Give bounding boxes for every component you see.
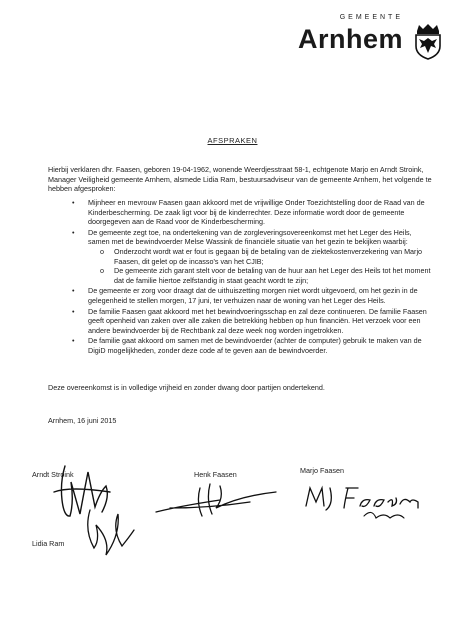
arnhem-coat-of-arms-icon xyxy=(409,22,447,60)
agreement-sublist xyxy=(88,247,433,285)
closing-statement: Deze overeenkomst is in volledige vrijheid en zonder dwang door partijen ondertekend. xyxy=(48,383,325,392)
signature-marjo-faasen xyxy=(300,478,435,523)
agreement-item: • De familie gaat akkoord om samen met de bewindvoerder (achter de computer) gebruik te maken van de DigiD mogelijkheden, zonder deze code af te geven aan de bewindvoerder. xyxy=(72,336,422,355)
agreement-item: • De gemeente zegt toe, na ondertekening van de zorgleveringsovereenkomst met het Leger des Heils, samen met de bewindvoerder Melse Wassink de financiële situatie van het gezin te bekijken waarbij: o Onderzocht wordt wat er fout is gegaan bij de betaling van de ziektekostenverzekering van Marjo Faasen, dit gelet op de incasso's van het CJIB; o De gemeente zich garant stelt voor de betaling van de huur aan het Leger des Heils tot het moment dat de familie hiertoe zelfstandig in staat geacht wordt te zijn; xyxy=(48,228,433,286)
circle-bullet-icon: o xyxy=(100,246,104,256)
bullet-icon: • xyxy=(72,336,75,346)
signatory-name-lidia: Lidia Ram xyxy=(32,539,65,548)
agreement-item: • De familie Faasen gaat akkoord met het bewindvoeringsschap en zal deze continueren. De familie Faasen geeft openheid van zaken over alle zaken die betrekking hebben op hun financiën. Het verzoek voor een andere bewindvoerder bij de Rechtbank zal deze week nog worden ingetrokken. xyxy=(72,306,427,335)
bullet-icon: • xyxy=(72,286,75,296)
agreement-item: • Mijnheer en mevrouw Faasen gaan akkoord met de vrijwillige Onder Toezichtstelling door de Raad van de Kinderbescherming. De zaak ligt voor bij de kinderrechter. Deze informatie wordt door de gemeente doorgegeven aan de Raad voor de Kinderbescherming. xyxy=(72,198,425,227)
agreement-item: • De gemeente er zorg voor draagt dat de uithuiszetting morgen niet wordt uitgevoerd, om het gezin in de gelegenheid te stellen morgen, 17 juni, ter verhuizen naar de woning van het Leger des Heils. xyxy=(72,286,418,305)
circle-bullet-icon: o xyxy=(100,266,104,276)
intro-paragraph: Hierbij verklaren dhr. Faasen, geboren 19-04-1962, wonende Weerdjesstraat 58-1, echtgenote Marjo en Arndt Stroink, Manager Veiligheid gemeente Arnhem, alsmede Lidia Ram, bestuursadviseur van de gemeente Arnhem, het volgende te hebben afgesproken: xyxy=(48,165,432,194)
place-and-date: Arnhem, 16 juni 2015 xyxy=(48,416,117,425)
document-title: AFSPRAKEN xyxy=(207,136,258,145)
bullet-icon: • xyxy=(72,198,75,207)
signature-henk-faasen xyxy=(150,478,285,523)
signatory-name-arndt: Arndt Stroink xyxy=(32,470,74,479)
signature-lidia-ram xyxy=(60,500,150,560)
municipality-label: GEMEENTE xyxy=(339,14,403,21)
agreement-list xyxy=(48,198,433,357)
municipality-name: Arnhem xyxy=(297,24,403,54)
agreement-subitem: o Onderzocht wordt wat er fout is gegaan bij de betaling van de ziektekostenverzekering van Marjo Faasen, dit gelet op de incasso's van het CJIB; xyxy=(100,246,423,266)
signatory-name-henk: Henk Faasen xyxy=(194,470,237,479)
bullet-icon: • xyxy=(72,306,75,316)
municipality-logo xyxy=(287,14,447,64)
bullet-icon: • xyxy=(72,227,75,237)
agreement-subitem: o De gemeente zich garant stelt voor de betaling van de huur aan het Leger des Heils tot het moment dat de familie hiertoe zelfstandig in staat geacht wordt te zijn; xyxy=(100,266,431,285)
signatory-name-marjo: Marjo Faasen xyxy=(300,466,344,475)
